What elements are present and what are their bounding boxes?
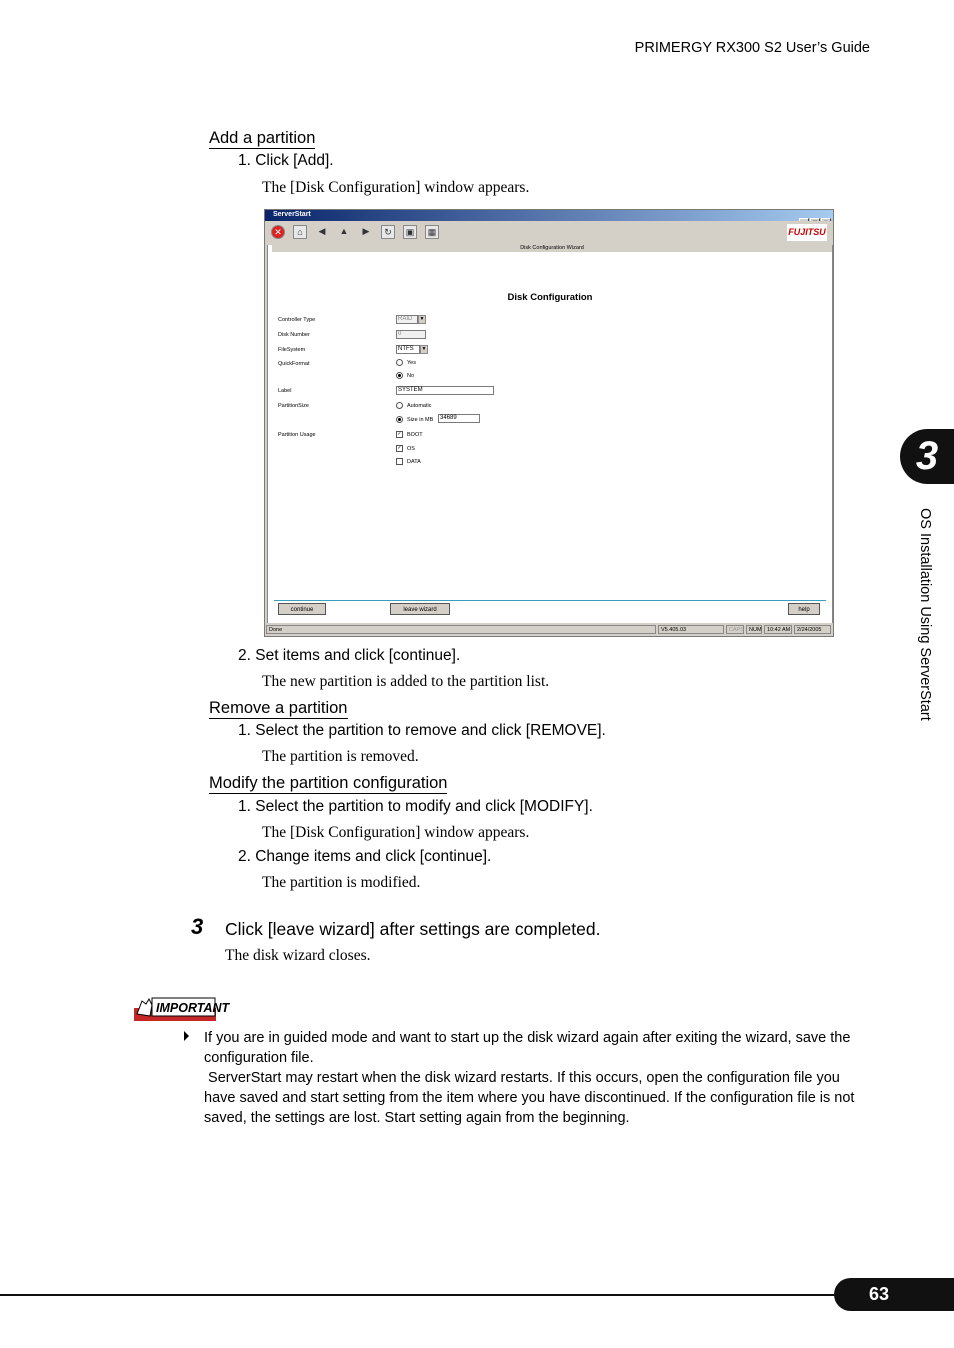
- grid-icon: ▦: [425, 225, 439, 239]
- important-icon: [134, 996, 230, 1022]
- status-version: V5.405.03: [658, 625, 724, 634]
- add-step2-note: The new partition is added to the partition list.: [262, 673, 550, 690]
- label-controller-type: Controller Type: [278, 317, 316, 323]
- quickformat-no: No: [396, 372, 414, 379]
- filesystem-select: NTFS ▼: [398, 346, 427, 352]
- status-time: 10:42 AM: [764, 625, 792, 634]
- label-disk-number: Disk Number: [278, 332, 310, 338]
- bullet-arrow-icon: [184, 1031, 189, 1041]
- up-icon: ▲: [339, 226, 349, 236]
- window-title: ServerStart: [273, 211, 311, 218]
- modify-step2-note: The partition is modified.: [262, 874, 421, 891]
- controller-type-select: RAID ▼: [398, 316, 425, 322]
- page-number: 63: [868, 1284, 890, 1304]
- heading-modify-partition: Modify the partition configuration: [209, 774, 448, 792]
- footer-rule: [0, 1294, 840, 1296]
- step3-text: Click [leave wizard] after settings are completed.: [225, 919, 601, 939]
- quickformat-yes: Yes: [396, 359, 416, 366]
- window-toolbar: [265, 221, 833, 245]
- add-step1-note: The [Disk Configuration] window appears.: [262, 179, 530, 196]
- add-step1: 1. Click [Add].: [238, 152, 334, 169]
- label-filesystem: FileSystem: [278, 347, 306, 353]
- modify-step1-note: The [Disk Configuration] window appears.: [262, 824, 530, 841]
- window-titlebar: [265, 210, 833, 221]
- step3-number: 3: [191, 914, 204, 939]
- important-line2: ServerStart may restart when the disk wizard restarts. If this occurs, open the configuration file you have saved and start setting from the item where you have discontinued. If the configuration file is not saved, the settings are lost. Start setting again from the beginning.: [204, 1070, 859, 1126]
- label-field: SYSTEM: [396, 386, 494, 395]
- usage-boot: ✓ BOOT: [397, 431, 423, 438]
- forward-icon: ▶: [362, 226, 370, 236]
- heading-remove-partition: Remove a partition: [209, 699, 348, 717]
- important-label: IMPORTANT: [156, 1001, 230, 1015]
- important-note: [204, 1028, 872, 1128]
- window-statusbar: [265, 623, 833, 636]
- help-button: help: [788, 603, 820, 615]
- stop-icon: ✕: [271, 225, 285, 239]
- disk-number-field: 0: [396, 330, 426, 339]
- leave-wizard-button: leave wizard: [390, 603, 450, 615]
- partition-size-automatic: Automatic: [396, 402, 431, 409]
- status-date: 2/24/2005: [794, 625, 831, 634]
- label-partition-size: PartitionSize: [278, 403, 309, 409]
- important-line1: If you are in guided mode and want to start up the disk wizard again after exiting the wizard, save the configuration file.: [204, 1030, 851, 1066]
- status-done: Done: [266, 625, 656, 634]
- refresh-icon: ↻: [381, 225, 395, 239]
- step3-note: The disk wizard closes.: [225, 947, 371, 964]
- dialog-title: Disk Configuration: [507, 292, 593, 303]
- header-guide-title: PRIMERGY RX300 S2 User’s Guide: [634, 40, 870, 56]
- print-icon: ▣: [403, 225, 417, 239]
- status-caps: CAPS: [726, 625, 744, 634]
- heading-add-partition: Add a partition: [209, 129, 316, 147]
- remove-step1: 1. Select the partition to remove and click [REMOVE].: [238, 722, 606, 739]
- status-num: NUM: [746, 625, 762, 634]
- button-divider: [274, 600, 826, 601]
- remove-step1-note: The partition is removed.: [262, 748, 419, 765]
- size-field: 34689: [438, 414, 480, 423]
- usage-data: DATA: [396, 458, 421, 465]
- add-step2: 2. Set items and click [continue].: [238, 647, 461, 664]
- modify-step2: 2. Change items and click [continue].: [238, 848, 492, 865]
- chapter-number: 3: [915, 434, 939, 478]
- fujitsu-logo: FUJITSU: [787, 224, 827, 241]
- label-quickformat: QuickFormat: [278, 361, 310, 367]
- wizard-bar: Disk Configuration Wizard: [272, 245, 832, 252]
- label-label: Label: [278, 388, 292, 394]
- chapter-title: OS Installation Using ServerStart: [917, 508, 933, 721]
- serverstart-window-screenshot: [264, 209, 834, 637]
- window-content: [267, 245, 833, 623]
- modify-step1: 1. Select the partition to modify and click [MODIFY].: [238, 798, 593, 815]
- back-icon: ◀: [318, 226, 326, 236]
- usage-os: ✓ OS: [397, 445, 415, 452]
- partition-size-mb: Size in MB: [396, 416, 433, 423]
- home-icon: ⌂: [293, 225, 307, 239]
- continue-button: continue: [278, 603, 326, 615]
- label-partition-usage: Partition Usage: [278, 432, 316, 438]
